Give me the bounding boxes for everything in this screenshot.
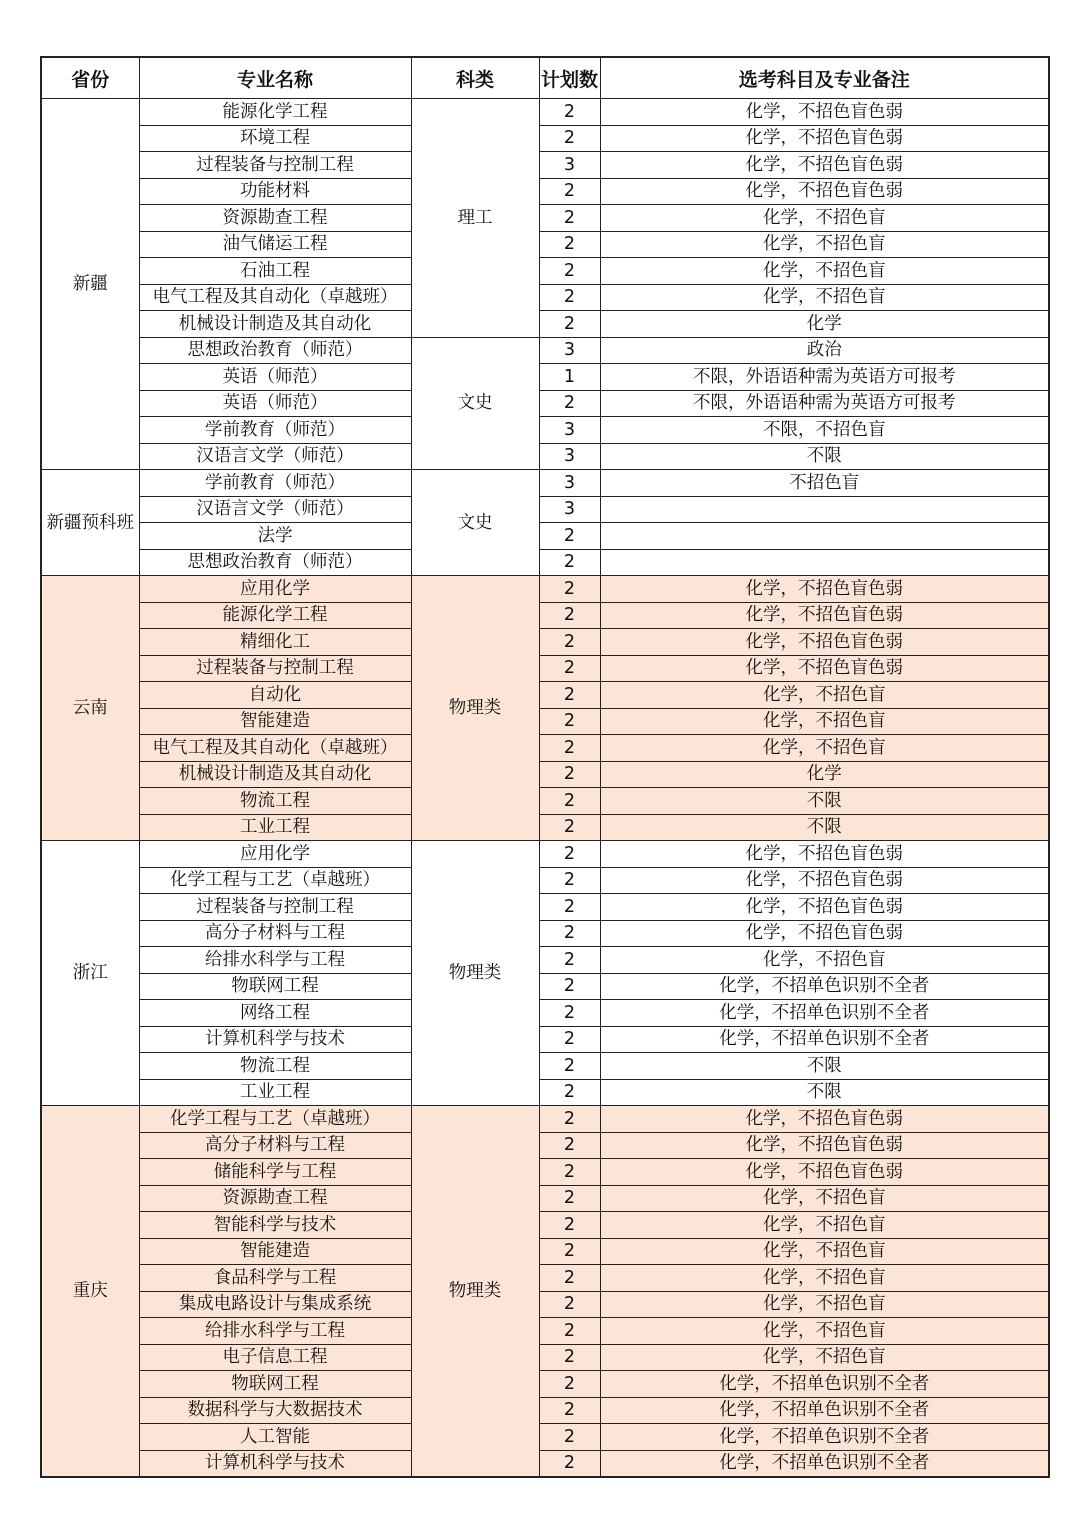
plan-count-cell: 2: [539, 1318, 600, 1345]
subject-notes-cell: 化学，不招色盲色弱: [600, 576, 1049, 603]
subject-notes-cell: 化学，不招色盲: [600, 1344, 1049, 1371]
table-row: [41, 1053, 1049, 1080]
plan-count-cell: 2: [539, 205, 600, 232]
major-cell: 高分子材料与工程: [139, 920, 411, 947]
subject-notes-cell: 化学，不招单色识别不全者: [600, 973, 1049, 1000]
major-cell: 集成电路设计与集成系统: [139, 1291, 411, 1318]
table-row: [41, 761, 1049, 788]
header-province: 省份: [41, 57, 139, 99]
subject-notes-cell: [600, 523, 1049, 550]
table-row: [41, 311, 1049, 338]
table-row: [41, 523, 1049, 550]
table-row: [41, 1424, 1049, 1451]
table-row: [41, 417, 1049, 444]
major-cell: 能源化学工程: [139, 99, 411, 126]
subject-notes-cell: 化学，不招单色识别不全者: [600, 1450, 1049, 1477]
major-cell: 自动化: [139, 682, 411, 709]
province-cell: 重庆: [41, 1106, 139, 1478]
category-cell: 理工: [411, 99, 539, 338]
table-row: [41, 496, 1049, 523]
major-cell: 数据科学与大数据技术: [139, 1397, 411, 1424]
table-row: [41, 231, 1049, 258]
subject-notes-cell: 化学，不招色盲色弱: [600, 655, 1049, 682]
table-row: [41, 655, 1049, 682]
table-row: [41, 1159, 1049, 1186]
plan-count-cell: 2: [539, 1106, 600, 1133]
subject-notes-cell: 化学，不招色盲色弱: [600, 894, 1049, 921]
subject-notes-cell: 化学，不招单色识别不全者: [600, 1424, 1049, 1451]
plan-count-cell: 2: [539, 1291, 600, 1318]
plan-count-cell: 2: [539, 814, 600, 841]
plan-count-cell: 3: [539, 470, 600, 497]
plan-count-cell: 2: [539, 1079, 600, 1106]
plan-count-cell: 1: [539, 364, 600, 391]
plan-count-cell: 2: [539, 1000, 600, 1027]
table-row: [41, 947, 1049, 974]
major-cell: 智能建造: [139, 708, 411, 735]
major-cell: 汉语言文学（师范）: [139, 496, 411, 523]
table-row: [41, 1026, 1049, 1053]
header-subject-notes: 选考科目及专业备注: [600, 57, 1049, 99]
major-cell: 学前教育（师范）: [139, 417, 411, 444]
plan-count-cell: 2: [539, 629, 600, 656]
plan-count-cell: 2: [539, 735, 600, 762]
subject-notes-cell: 不限: [600, 1053, 1049, 1080]
major-cell: 能源化学工程: [139, 602, 411, 629]
plan-count-cell: 2: [539, 867, 600, 894]
table-row: [41, 125, 1049, 152]
admission-plan-table: [40, 56, 1050, 1478]
table-row: [41, 602, 1049, 629]
major-cell: 英语（师范）: [139, 390, 411, 417]
subject-notes-cell: 化学，不招色盲色弱: [600, 629, 1049, 656]
major-cell: 应用化学: [139, 841, 411, 868]
plan-count-cell: 3: [539, 496, 600, 523]
major-cell: 环境工程: [139, 125, 411, 152]
plan-count-cell: 2: [539, 1185, 600, 1212]
plan-count-cell: 2: [539, 973, 600, 1000]
subject-notes-cell: 化学，不招色盲色弱: [600, 841, 1049, 868]
subject-notes-cell: 化学，不招色盲: [600, 1212, 1049, 1239]
major-cell: 机械设计制造及其自动化: [139, 311, 411, 338]
subject-notes-cell: 化学，不招色盲: [600, 1265, 1049, 1292]
plan-count-cell: 2: [539, 1371, 600, 1398]
plan-count-cell: 2: [539, 549, 600, 576]
major-cell: 思想政治教育（师范）: [139, 549, 411, 576]
plan-count-cell: 2: [539, 655, 600, 682]
subject-notes-cell: 化学，不招色盲: [600, 1185, 1049, 1212]
table-row: [41, 205, 1049, 232]
plan-count-cell: 2: [539, 125, 600, 152]
subject-notes-cell: [600, 549, 1049, 576]
plan-count-cell: 2: [539, 311, 600, 338]
major-cell: 电子信息工程: [139, 1344, 411, 1371]
major-cell: 工业工程: [139, 1079, 411, 1106]
plan-count-cell: 2: [539, 1397, 600, 1424]
table-row: [41, 1106, 1049, 1133]
subject-notes-cell: 化学，不招色盲: [600, 682, 1049, 709]
major-cell: 过程装备与控制工程: [139, 152, 411, 179]
header-category: 科类: [411, 57, 539, 99]
major-cell: 资源勘查工程: [139, 1185, 411, 1212]
plan-count-cell: 2: [539, 788, 600, 815]
plan-count-cell: 2: [539, 523, 600, 550]
subject-notes-cell: 化学，不招色盲: [600, 708, 1049, 735]
table-row: [41, 1000, 1049, 1027]
table-row: [41, 841, 1049, 868]
subject-notes-cell: 化学，不招色盲色弱: [600, 920, 1049, 947]
subject-notes-cell: 不招色盲: [600, 470, 1049, 497]
plan-count-cell: 2: [539, 1238, 600, 1265]
subject-notes-cell: 化学，不招色盲: [600, 947, 1049, 974]
subject-notes-cell: 不限: [600, 443, 1049, 470]
subject-notes-cell: 化学，不招色盲色弱: [600, 867, 1049, 894]
subject-notes-cell: 不限: [600, 1079, 1049, 1106]
major-cell: 化学工程与工艺（卓越班）: [139, 1106, 411, 1133]
table-row: [41, 390, 1049, 417]
subject-notes-cell: 化学，不招色盲: [600, 1238, 1049, 1265]
plan-count-cell: 2: [539, 761, 600, 788]
table-row: [41, 576, 1049, 603]
subject-notes-cell: 政治: [600, 337, 1049, 364]
table-row: [41, 152, 1049, 179]
plan-count-cell: 2: [539, 99, 600, 126]
plan-count-cell: 2: [539, 708, 600, 735]
table-row: [41, 788, 1049, 815]
table-row: [41, 1212, 1049, 1239]
major-cell: 电气工程及其自动化（卓越班）: [139, 735, 411, 762]
plan-count-cell: 2: [539, 841, 600, 868]
plan-count-cell: 2: [539, 682, 600, 709]
major-cell: 高分子材料与工程: [139, 1132, 411, 1159]
table-row: [41, 1238, 1049, 1265]
major-cell: 人工智能: [139, 1424, 411, 1451]
table-row: [41, 894, 1049, 921]
subject-notes-cell: 化学，不招色盲色弱: [600, 1159, 1049, 1186]
subject-notes-cell: 化学，不招单色识别不全者: [600, 1000, 1049, 1027]
table-row: [41, 443, 1049, 470]
major-cell: 食品科学与工程: [139, 1265, 411, 1292]
subject-notes-cell: 不限: [600, 814, 1049, 841]
table-row: [41, 973, 1049, 1000]
province-cell: 云南: [41, 576, 139, 841]
subject-notes-cell: 化学，不招色盲色弱: [600, 152, 1049, 179]
plan-count-cell: 3: [539, 337, 600, 364]
major-cell: 电气工程及其自动化（卓越班）: [139, 284, 411, 311]
category-cell: 文史: [411, 337, 539, 470]
plan-count-cell: 2: [539, 1212, 600, 1239]
table-row: [41, 470, 1049, 497]
table-row: [41, 258, 1049, 285]
table-row: [41, 920, 1049, 947]
subject-notes-cell: 化学，不招色盲: [600, 231, 1049, 258]
table-row: [41, 1371, 1049, 1398]
table-row: [41, 814, 1049, 841]
table-row: [41, 1079, 1049, 1106]
subject-notes-cell: 化学: [600, 761, 1049, 788]
subject-notes-cell: 化学，不招色盲: [600, 205, 1049, 232]
subject-notes-cell: 化学，不招色盲色弱: [600, 99, 1049, 126]
subject-notes-cell: 化学，不招色盲色弱: [600, 178, 1049, 205]
subject-notes-cell: 化学，不招色盲色弱: [600, 1106, 1049, 1133]
subject-notes-cell: 化学，不招色盲: [600, 284, 1049, 311]
plan-count-cell: 3: [539, 443, 600, 470]
table-body: [41, 99, 1049, 1478]
category-cell: 物理类: [411, 1106, 539, 1478]
major-cell: 功能材料: [139, 178, 411, 205]
table-row: [41, 1318, 1049, 1345]
table-row: [41, 549, 1049, 576]
table-row: [41, 1291, 1049, 1318]
major-cell: 计算机科学与技术: [139, 1026, 411, 1053]
plan-count-cell: 2: [539, 576, 600, 603]
subject-notes-cell: 化学，不招色盲: [600, 735, 1049, 762]
major-cell: 物联网工程: [139, 1371, 411, 1398]
plan-count-cell: 2: [539, 894, 600, 921]
subject-notes-cell: 不限，外语语种需为英语方可报考: [600, 364, 1049, 391]
major-cell: 资源勘查工程: [139, 205, 411, 232]
subject-notes-cell: 化学: [600, 311, 1049, 338]
plan-count-cell: 2: [539, 947, 600, 974]
table-row: [41, 1397, 1049, 1424]
table-row: [41, 708, 1049, 735]
table-row: [41, 1185, 1049, 1212]
category-cell: 物理类: [411, 576, 539, 841]
table-row: [41, 364, 1049, 391]
table-row: [41, 867, 1049, 894]
major-cell: 英语（师范）: [139, 364, 411, 391]
subject-notes-cell: 化学，不招色盲: [600, 1291, 1049, 1318]
major-cell: 精细化工: [139, 629, 411, 656]
major-cell: 智能科学与技术: [139, 1212, 411, 1239]
table-row: [41, 1265, 1049, 1292]
subject-notes-cell: 化学，不招色盲: [600, 1318, 1049, 1345]
plan-count-cell: 2: [539, 178, 600, 205]
plan-count-cell: 2: [539, 1132, 600, 1159]
table-row: [41, 284, 1049, 311]
subject-notes-cell: 不限，不招色盲: [600, 417, 1049, 444]
major-cell: 智能建造: [139, 1238, 411, 1265]
major-cell: 过程装备与控制工程: [139, 655, 411, 682]
major-cell: 机械设计制造及其自动化: [139, 761, 411, 788]
plan-count-cell: 2: [539, 1159, 600, 1186]
major-cell: 储能科学与工程: [139, 1159, 411, 1186]
major-cell: 过程装备与控制工程: [139, 894, 411, 921]
table-row: [41, 629, 1049, 656]
plan-count-cell: 2: [539, 1424, 600, 1451]
major-cell: 应用化学: [139, 576, 411, 603]
major-cell: 学前教育（师范）: [139, 470, 411, 497]
subject-notes-cell: 不限，外语语种需为英语方可报考: [600, 390, 1049, 417]
table-row: [41, 99, 1049, 126]
plan-count-cell: 2: [539, 284, 600, 311]
major-cell: 思想政治教育（师范）: [139, 337, 411, 364]
table-row: [41, 178, 1049, 205]
major-cell: 网络工程: [139, 1000, 411, 1027]
category-cell: 物理类: [411, 841, 539, 1106]
plan-count-cell: 3: [539, 417, 600, 444]
table-row: [41, 337, 1049, 364]
subject-notes-cell: 化学，不招色盲色弱: [600, 125, 1049, 152]
table-row: [41, 1344, 1049, 1371]
major-cell: 物流工程: [139, 1053, 411, 1080]
province-cell: 新疆预科班: [41, 470, 139, 576]
header-plan-count: 计划数: [539, 57, 600, 99]
subject-notes-cell: 化学，不招色盲色弱: [600, 1132, 1049, 1159]
plan-count-cell: 2: [539, 1450, 600, 1477]
plan-count-cell: 2: [539, 258, 600, 285]
province-cell: 新疆: [41, 99, 139, 470]
plan-count-cell: 2: [539, 390, 600, 417]
subject-notes-cell: [600, 496, 1049, 523]
plan-count-cell: 2: [539, 231, 600, 258]
plan-count-cell: 2: [539, 920, 600, 947]
table-row: [41, 735, 1049, 762]
major-cell: 给排水科学与工程: [139, 1318, 411, 1345]
plan-count-cell: 2: [539, 1053, 600, 1080]
major-cell: 油气储运工程: [139, 231, 411, 258]
major-cell: 物流工程: [139, 788, 411, 815]
major-cell: 物联网工程: [139, 973, 411, 1000]
major-cell: 工业工程: [139, 814, 411, 841]
plan-count-cell: 2: [539, 602, 600, 629]
subject-notes-cell: 化学，不招色盲色弱: [600, 602, 1049, 629]
table-row: [41, 1132, 1049, 1159]
subject-notes-cell: 化学，不招单色识别不全者: [600, 1026, 1049, 1053]
major-cell: 给排水科学与工程: [139, 947, 411, 974]
plan-count-cell: 3: [539, 152, 600, 179]
plan-count-cell: 2: [539, 1026, 600, 1053]
category-cell: 文史: [411, 470, 539, 576]
major-cell: 法学: [139, 523, 411, 550]
plan-count-cell: 2: [539, 1265, 600, 1292]
major-cell: 化学工程与工艺（卓越班）: [139, 867, 411, 894]
subject-notes-cell: 化学，不招单色识别不全者: [600, 1371, 1049, 1398]
table-row: [41, 682, 1049, 709]
plan-count-cell: 2: [539, 1344, 600, 1371]
major-cell: 石油工程: [139, 258, 411, 285]
header-row: [41, 57, 1049, 99]
subject-notes-cell: 不限: [600, 788, 1049, 815]
subject-notes-cell: 化学，不招单色识别不全者: [600, 1397, 1049, 1424]
major-cell: 计算机科学与技术: [139, 1450, 411, 1477]
major-cell: 汉语言文学（师范）: [139, 443, 411, 470]
header-major: 专业名称: [139, 57, 411, 99]
subject-notes-cell: 化学，不招色盲: [600, 258, 1049, 285]
province-cell: 浙江: [41, 841, 139, 1106]
table-row: [41, 1450, 1049, 1477]
